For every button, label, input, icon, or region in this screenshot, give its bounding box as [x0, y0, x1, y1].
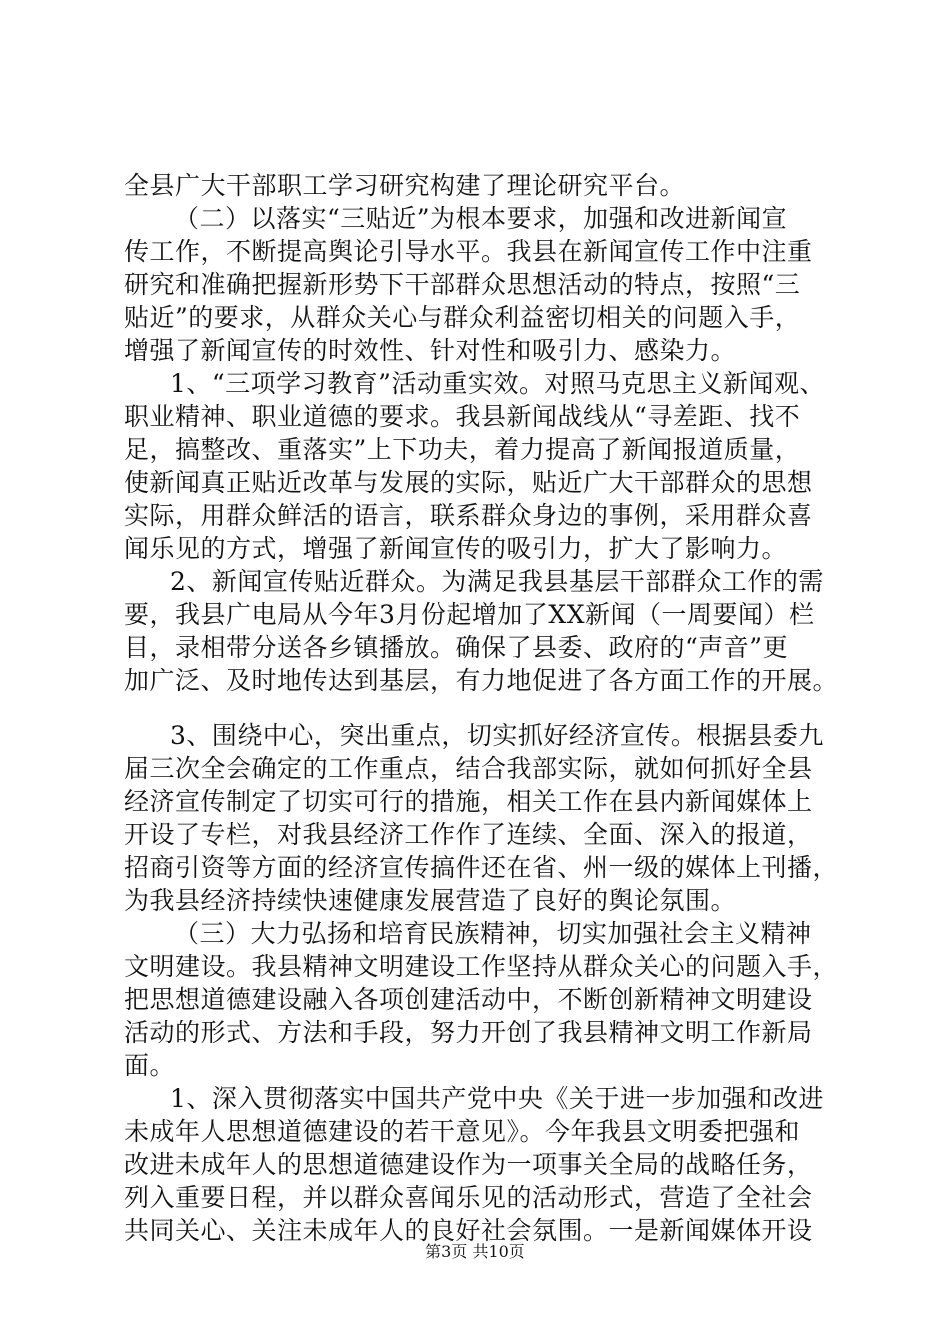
- text-line: 共同关心、关注未成年人的良好社会氛围。一是新闻媒体开设: [124, 1216, 813, 1245]
- text-line: 1、深入贯彻落实中国共产党中央《关于进一步加强和改进: [170, 1084, 824, 1113]
- text-line: 把思想道德建设融入各项创建活动中，不断创新精神文明建设: [124, 985, 813, 1014]
- text-line: （三）大力弘扬和培育民族精神，切实加强社会主义精神: [174, 919, 812, 948]
- text-line: 文明建设。我县精神文明建设工作坚持从群众关心的问题入手，: [124, 952, 839, 981]
- text-line: 3、围绕中心，突出重点，切实抓好经济宣传。根据县委九: [170, 721, 824, 750]
- text-line: 加广泛、及时地传达到基层，有力地促进了各方面工作的开展。: [124, 666, 839, 695]
- text-line: 使新闻真正贴近改革与发展的实际，贴近广大干部群众的思想: [124, 468, 813, 497]
- text-line: 为我县经济持续快速健康发展营造了良好的舆论氛围。: [124, 886, 737, 915]
- text-line: 开设了专栏，对我县经济工作作了连续、全面、深入的报道，: [124, 820, 813, 849]
- text-line: 2、新闻宣传贴近群众。为满足我县基层干部群众工作的需: [170, 567, 824, 596]
- text-line: 1、“三项学习教育”活动重实效。对照马克思主义新闻观、: [170, 369, 825, 398]
- text-line: 列入重要日程，并以群众喜闻乐见的活动形式，营造了全社会: [124, 1183, 813, 1212]
- text-line: 研究和准确把握新形势下干部群众思想活动的特点，按照“三: [124, 270, 801, 299]
- text-line: 招商引资等方面的经济宣传搞件还在省、州一级的媒体上刊播，: [124, 853, 839, 882]
- text-line: 届三次全会确定的工作重点，结合我部实际，就如何抓好全县: [124, 754, 813, 783]
- text-line: 目，录相带分送各乡镇播放。确保了县委、政府的“声音”更: [124, 633, 789, 662]
- text-line: 未成年人思想道德建设的若干意见》。今年我县文明委把强和: [124, 1117, 801, 1146]
- text-line: 传工作，不断提高舆论引导水平。我县在新闻宣传工作中注重: [124, 237, 813, 266]
- text-line: 全县广大干部职工学习研究构建了理论研究平台。: [124, 171, 686, 200]
- text-line: 足，搞整改、重落实”上下功夫，着力提高了新闻报道质量，: [124, 435, 801, 464]
- page-number-footer: 第3页 共10页: [425, 1242, 525, 1261]
- text-line: 职业精神、职业道德的要求。我县新闻战线从“寻差距、找不: [124, 402, 801, 431]
- text-line: （二）以落实“三贴近”为根本要求，加强和改进新闻宣: [174, 204, 788, 233]
- text-line: 实际，用群众鲜活的语言，联系群众身边的事例，采用群众喜: [124, 501, 813, 530]
- text-line: 经济宣传制定了切实可行的措施，相关工作在县内新闻媒体上: [124, 787, 813, 816]
- text-line: 要，我县广电局从今年3月份起增加了XX新闻（一周要闻）栏: [124, 600, 815, 629]
- text-line: 闻乐见的方式，增强了新闻宣传的吸引力，扩大了影响力。: [124, 534, 788, 563]
- text-line: 增强了新闻宣传的时效性、针对性和吸引力、感染力。: [124, 336, 737, 365]
- text-line: 活动的形式、方法和手段，努力开创了我县精神文明工作新局: [124, 1018, 813, 1047]
- text-line: 贴近”的要求，从群众关心与群众利益密切相关的问题入手，: [124, 303, 801, 332]
- text-line: 改进未成年人的思想道德建设作为一项事关全局的战略任务，: [124, 1150, 813, 1179]
- text-line: 面。: [124, 1051, 176, 1080]
